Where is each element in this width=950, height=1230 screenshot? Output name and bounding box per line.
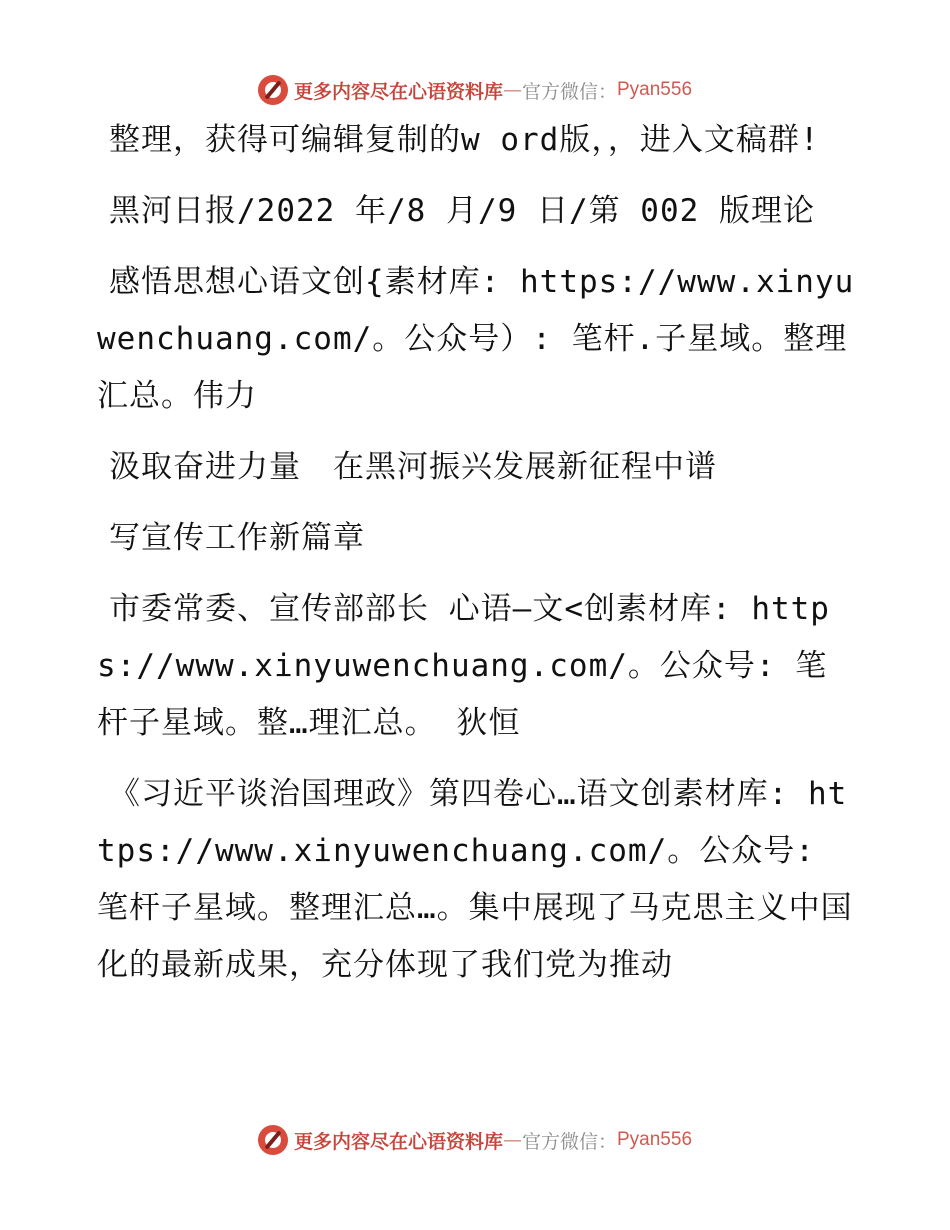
banner-dash: — bbox=[502, 79, 522, 101]
banner-wechat-label: 官方微信： bbox=[521, 80, 617, 103]
document-body bbox=[97, 112, 857, 1008]
banner-site-text: 更多内容尽在心语资料库 bbox=[293, 1130, 503, 1153]
banner-site-text: 更多内容尽在心语资料库 bbox=[293, 80, 503, 103]
footer-watermark-banner bbox=[0, 1120, 950, 1160]
paragraph-author: 市委常委、宣传部部长 心语—文<创素材库: https://www.xinyuwenchuang.com/。公众号: 笔杆子星域。整…理汇总。 狄恒 bbox=[97, 591, 830, 741]
banner-wechat-id: Pyan556 bbox=[617, 79, 693, 100]
paragraph-source: 黑河日报/2022 年/8 月/9 日/第 002 版理论 bbox=[109, 193, 815, 229]
paragraph-title-line-1: 汲取奋进力量 在黑河振兴发展新征程中谱 bbox=[109, 449, 717, 485]
pen-logo-icon bbox=[258, 75, 288, 105]
banner-dash: — bbox=[502, 1129, 522, 1151]
header-watermark-banner bbox=[0, 70, 950, 110]
paragraph-title-line-2: 写宣传工作新篇章 bbox=[109, 520, 365, 556]
pen-logo-icon bbox=[258, 1125, 288, 1155]
paragraph-section: 感悟思想心语文创{素材库: https://www.xinyuwenchuang.com/。公众号）: 笔杆.子星域。整理汇总。伟力 bbox=[97, 264, 855, 414]
paragraph-body: 《习近平谈治国理政》第四卷心…语文创素材库: https://www.xinyuwenchuang.com/。公众号: 笔杆子星域。整理汇总…。集中展现了马克思主义中国化的最新成果，充分体现了我们党为推动 bbox=[97, 776, 853, 983]
banner-wechat-label: 官方微信： bbox=[521, 1130, 617, 1153]
paragraph-intro: 整理，获得可编辑复制的w ord版，，进入文稿群! bbox=[109, 122, 820, 158]
banner-wechat-id: Pyan556 bbox=[617, 1129, 693, 1150]
